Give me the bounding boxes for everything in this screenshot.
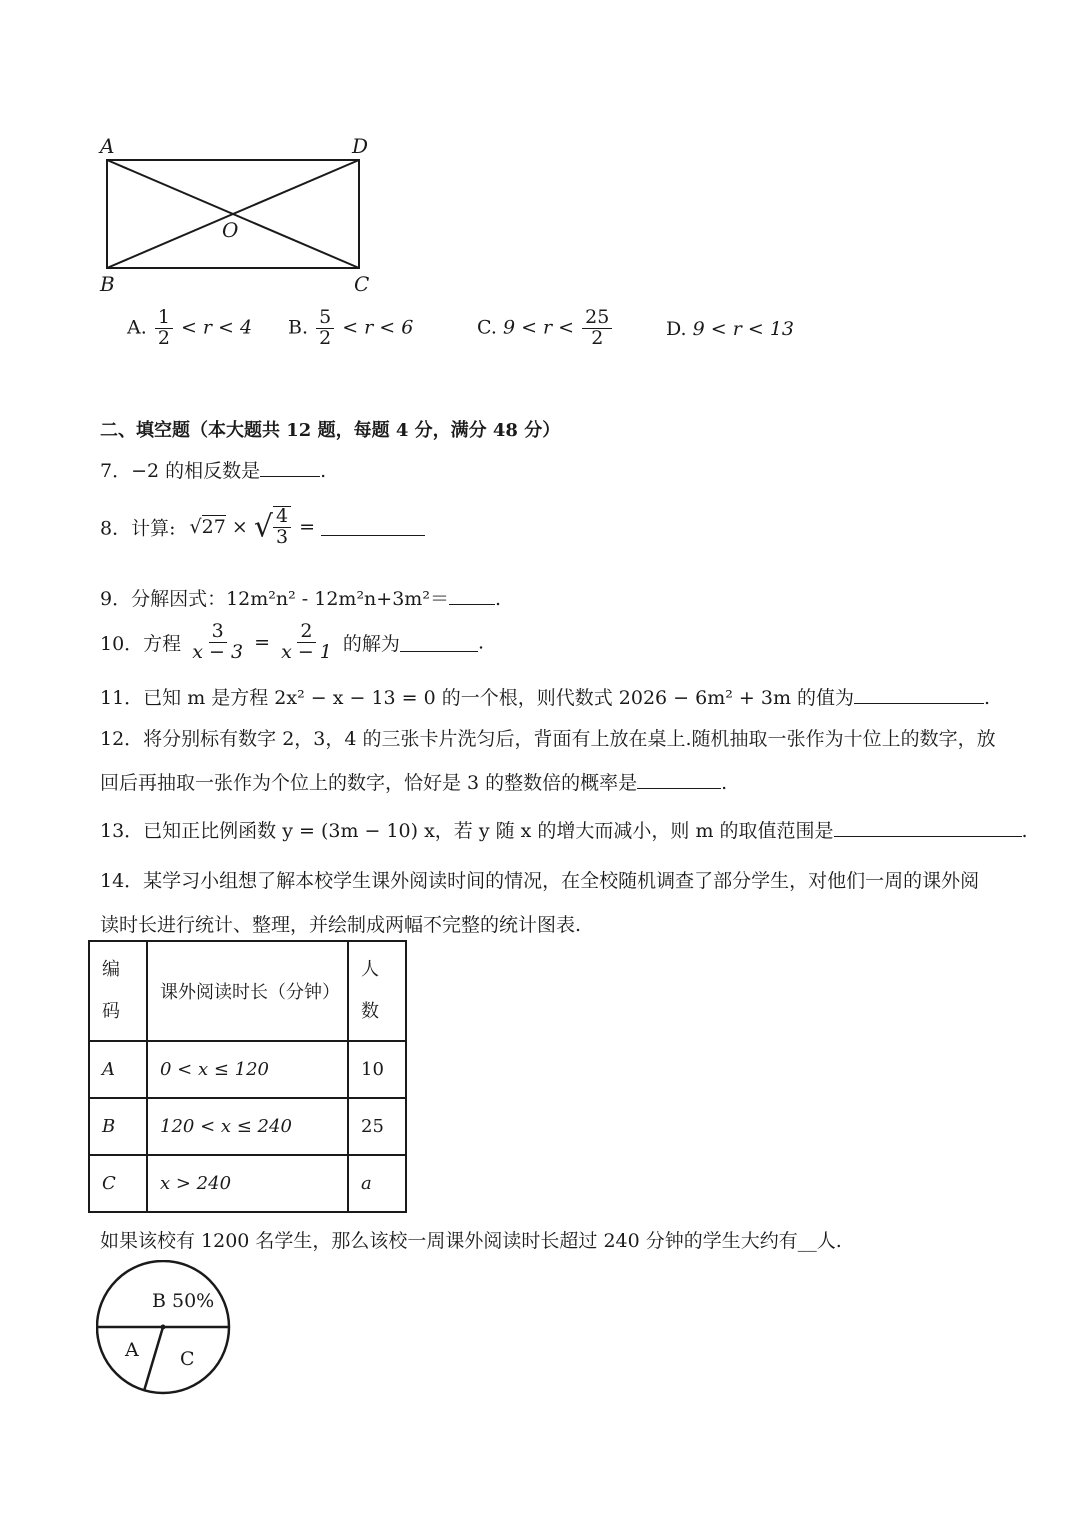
question-12-line-2: 回后再抽取一张作为个位上的数字，恰好是 3 的整数倍的概率是 . (100, 772, 728, 794)
table-row: A 0 < x ≤ 120 10 (89, 1041, 406, 1098)
answer-blank-13[interactable] (834, 818, 1022, 837)
table-row: B 120 < x ≤ 240 25 (89, 1098, 406, 1155)
sqrt-27: √27 (189, 515, 226, 538)
option-c[interactable]: C. 9 < r < $\frac{25}{2}$ (477, 308, 614, 349)
section-title: 二、填空题（本大题共 12 题，每题 4 分，满分 48 分） (100, 420, 561, 441)
pie-label-a: A (125, 1339, 139, 1361)
option-d[interactable]: D. 9 < r < 13 (666, 318, 795, 340)
pie-label-b: B 50% (152, 1290, 215, 1312)
rectangle-figure (90, 130, 390, 300)
answer-blank-11[interactable] (854, 685, 984, 704)
label-b: B (100, 272, 115, 296)
table-row: C x > 240 a (89, 1155, 406, 1212)
label-d: D (352, 134, 369, 158)
question-14-line-1: 14．某学习小组想了解本校学生课外阅读时间的情况，在全校随机调查了部分学生，对他们一周的课外阅 (100, 870, 980, 892)
rectangle-lines (107, 160, 359, 268)
pie-chart (96, 1260, 238, 1400)
header-duration: 课外阅读时长（分钟） (147, 941, 348, 1041)
question-10: 10．方程 $\frac{3}{x - 3}$ = $\frac{2}{x - 1}$ 的解为 . (100, 620, 484, 663)
question-12-line-1: 12．将分别标有数字 2，3，4 的三张卡片洗匀后，背面有上放在桌上.随机抽取一张作为十位上的数字，放 (100, 728, 996, 750)
question-7: 7．−2 的相反数是 . (100, 460, 327, 482)
question-14-line-2: 读时长进行统计、整理，并绘制成两幅不完整的统计图表. (100, 914, 582, 936)
option-b[interactable]: B. $\frac{5}{2}$ < r < 6 (288, 306, 414, 349)
answer-blank-8[interactable] (321, 517, 425, 536)
pie-center (161, 1325, 166, 1330)
question-14-ask: 如果该校有 1200 名学生，那么该校一周课外阅读时长超过 240 分钟的学生大约有__人. (100, 1230, 842, 1252)
pie-divider-a-c (144, 1327, 163, 1391)
question-11: 11．已知 m 是方程 2x² − x − 13 = 0 的一个根，则代数式 2026 − 6m² + 3m 的值为 . (100, 687, 991, 709)
question-13: 13．已知正比例函数 y = (3m − 10) x，若 y 随 x 的增大而减小，则 m 的取值范围是 . (100, 820, 1028, 842)
question-8: 8．计算: √27 × √ $\frac{4}{3}$ = (100, 506, 425, 548)
question-9: 9．分解因式：12m²n² - 12m²n+3m²＝ . (100, 588, 501, 610)
label-o: O (222, 218, 239, 242)
header-code: 编码 (89, 941, 147, 1041)
reading-time-table (88, 940, 407, 1213)
answer-blank-10[interactable] (400, 633, 478, 652)
answer-blank-7[interactable] (260, 458, 320, 477)
option-a[interactable]: A. $\frac{1}{2}$ < r < 4 (127, 306, 253, 349)
answer-blank-12[interactable] (637, 770, 721, 789)
answer-blank-9[interactable] (449, 586, 495, 605)
label-c: C (354, 272, 370, 296)
header-count: 人数 (348, 941, 406, 1041)
label-a: A (100, 134, 115, 158)
pie-label-c: C (180, 1348, 195, 1370)
